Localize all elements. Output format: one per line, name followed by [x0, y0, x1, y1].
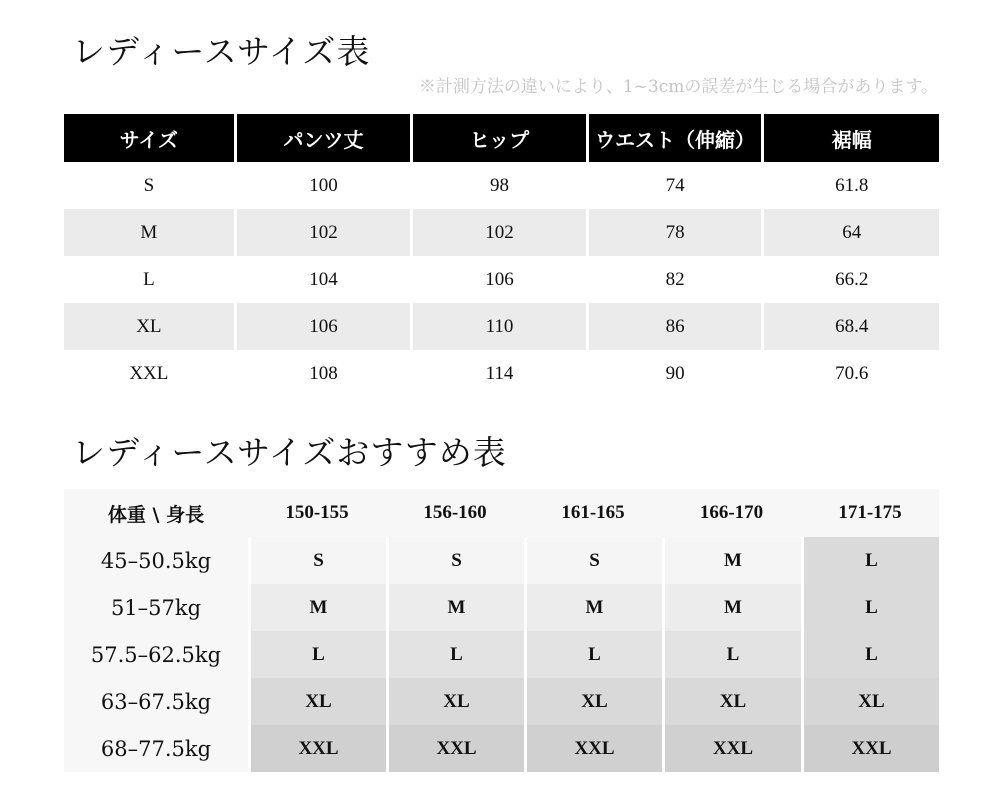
cell-hem-width: 61.8 [835, 174, 869, 196]
recommended-size: L [248, 631, 386, 678]
recommended-size: L [801, 537, 939, 584]
weight-label: 51–57kg [64, 584, 248, 631]
cell-hip: 98 [413, 162, 589, 209]
table-row [64, 631, 939, 678]
table-row [64, 350, 939, 397]
header-size: サイズ [64, 114, 237, 162]
recommended-size: XL [524, 678, 662, 725]
table-row [64, 725, 939, 772]
recommended-size: XL [662, 678, 801, 725]
header-height-range: 161-165 [524, 489, 662, 537]
table-row [64, 537, 939, 584]
cell-hem-width: 70.6 [835, 362, 869, 384]
recommended-size: M [524, 584, 662, 631]
size-table-header-row [64, 114, 939, 162]
cell-size: S [64, 162, 237, 209]
recommended-size: L [662, 631, 801, 678]
table-row [64, 162, 939, 209]
cell-pants-length: 106 [237, 303, 413, 350]
table-row [64, 256, 939, 303]
cell-waist: 74 [589, 162, 765, 209]
weight-label: 63–67.5kg [64, 678, 248, 725]
measurement-note: ※計測方法の違いにより、1~3cmの誤差が生じる場合があります。 [418, 77, 938, 97]
recommended-size: XXL [801, 725, 939, 772]
cell-size: M [64, 209, 237, 256]
cell-size: XL [64, 303, 237, 350]
recommended-size: M [386, 584, 524, 631]
recommended-size: XL [386, 678, 524, 725]
table-row [64, 209, 939, 256]
cell-waist: 86 [589, 303, 765, 350]
weight-label: 68–77.5kg [64, 725, 248, 772]
header-height-range: 171-175 [801, 489, 939, 537]
cell-hem-width: 64 [764, 209, 939, 256]
table-row [64, 584, 939, 631]
header-hem-width: 裾幅 [764, 114, 939, 162]
size-chart-title: レディースサイズ表 [72, 32, 371, 71]
cell-hip: 106 [413, 256, 589, 303]
recommended-size: S [524, 537, 662, 584]
cell-waist: 78 [589, 209, 765, 256]
recommended-size: XL [248, 678, 386, 725]
cell-hip: 110 [413, 303, 589, 350]
cell-waist: 90 [589, 350, 765, 397]
cell-pants-length: 104 [237, 256, 413, 303]
recommended-size: L [801, 631, 939, 678]
recommended-size: XXL [386, 725, 524, 772]
cell-pants-length: 102 [237, 209, 413, 256]
cell-pants-length: 100 [237, 162, 413, 209]
recommend-chart-title: レディースサイズおすすめ表 [72, 433, 507, 472]
recommended-size: XXL [524, 725, 662, 772]
recommended-size: M [248, 584, 386, 631]
cell-hip: 102 [413, 209, 589, 256]
header-pants-length: パンツ丈 [237, 114, 413, 162]
table-row [64, 303, 939, 350]
cell-waist: 82 [589, 256, 765, 303]
table-row [64, 678, 939, 725]
recommended-size: M [662, 584, 801, 631]
cell-hip: 114 [413, 350, 589, 397]
recommended-size: L [524, 631, 662, 678]
recommended-size: XXL [248, 725, 386, 772]
recommend-table-header-row [64, 489, 939, 537]
cell-hem-width: 66.2 [835, 268, 869, 290]
header-height-range: 156-160 [386, 489, 524, 537]
recommended-size: S [386, 537, 524, 584]
header-height-range: 150-155 [248, 489, 386, 537]
weight-label: 57.5–62.5kg [64, 631, 248, 678]
recommend-table [64, 489, 939, 772]
cell-size: XXL [64, 350, 237, 397]
cell-hem-width: 68.4 [764, 303, 939, 350]
recommended-size: L [386, 631, 524, 678]
recommended-size: M [662, 537, 801, 584]
header-waist: ウエスト（伸縮） [589, 114, 765, 162]
recommended-size: L [801, 584, 939, 631]
recommended-size: XL [801, 678, 939, 725]
size-table [64, 114, 939, 397]
header-hip: ヒップ [413, 114, 589, 162]
cell-pants-length: 108 [237, 350, 413, 397]
recommended-size: XXL [662, 725, 801, 772]
recommended-size: S [248, 537, 386, 584]
header-height-range: 166-170 [662, 489, 801, 537]
weight-label: 45–50.5kg [64, 537, 248, 584]
cell-size: L [64, 256, 237, 303]
header-weight-height: 体重 \ 身長 [64, 489, 248, 537]
